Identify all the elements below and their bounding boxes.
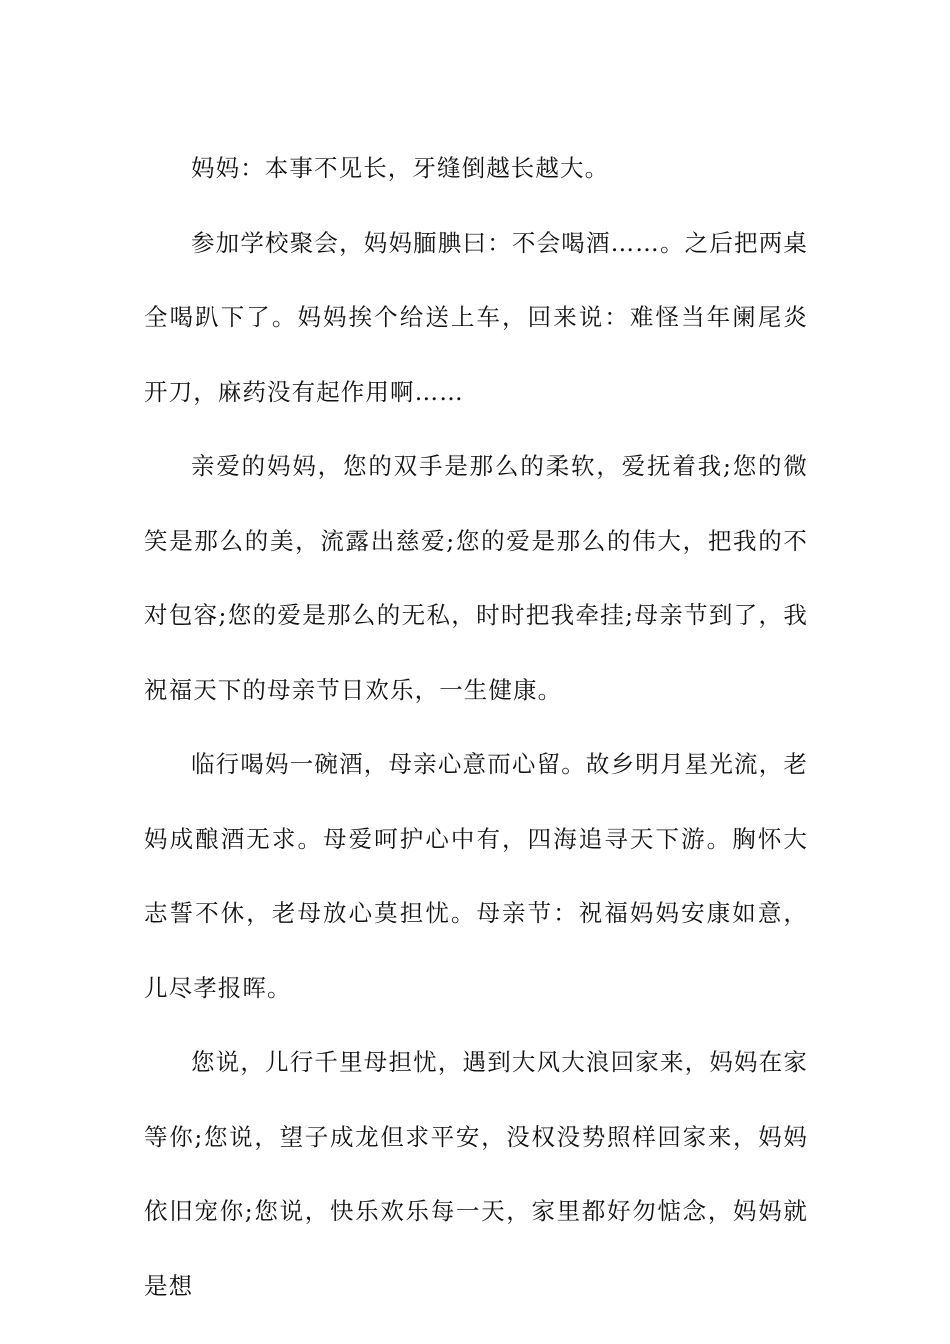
paragraph-1: 妈妈：本事不见长，牙缝倒越长越大。 (191, 154, 610, 182)
paragraph-4: 临行喝妈一碗酒，母亲心意而心留。故乡明月星光流，老妈成酿酒无求。母爱呵护心中有，四海追寻天下游。胸怀大志誓不休，老母放心莫担忧。母亲节：祝福妈妈安康如意，儿尽孝报晖。 (144, 750, 808, 1002)
paragraph-3: 亲爱的妈妈，您的双手是那么的柔软，爱抚着我;您的微笑是那么的美，流露出慈爱;您的爱是那么的伟大，把我的不对包容;您的爱是那么的无私，时时把我牵挂;母亲节到了，我祝福天下的母亲节日欢乐，一生健康。 (144, 452, 808, 704)
document-body (144, 131, 808, 1323)
paragraph-5: 您说，儿行千里母担忧，遇到大风大浪回家来，妈妈在家等你;您说，望子成龙但求平安，没权没势照样回家来，妈妈依旧宠你;您说，快乐欢乐每一天，家里都好勿惦念，妈妈就是想 (144, 1048, 808, 1300)
paragraph-2: 参加学校聚会，妈妈腼腆曰：不会喝酒……。之后把两桌全喝趴下了。妈妈挨个给送上车，回来说：难怪当年阑尾炎开刀，麻药没有起作用啊…… (144, 228, 808, 406)
